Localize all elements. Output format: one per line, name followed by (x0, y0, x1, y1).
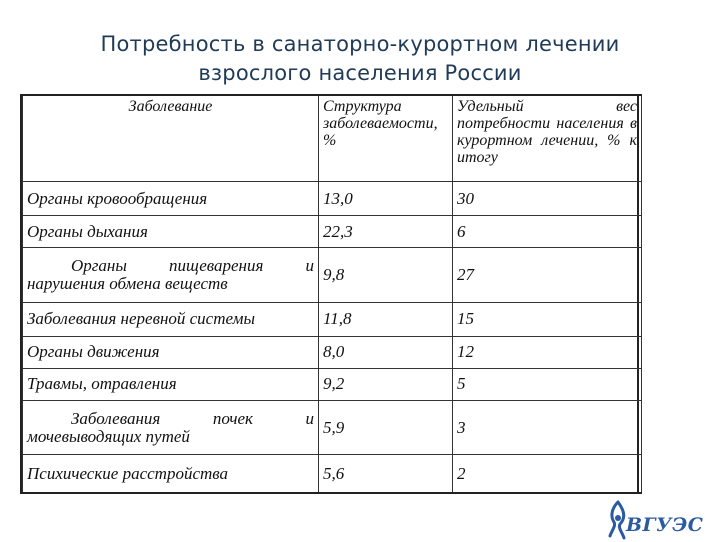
table-row (23, 216, 642, 248)
row-share: 2 (453, 455, 642, 493)
row-disease: Травмы, отравления (23, 368, 319, 400)
sanatorium-needs-table (20, 94, 639, 494)
title-line-2: взрослого населения России (198, 61, 522, 85)
row-share: 6 (453, 216, 642, 248)
data-table (22, 94, 642, 494)
row-structure: 11,8 (319, 302, 453, 336)
table-row (23, 455, 642, 493)
row-disease: Психические расстройства (23, 455, 319, 493)
row-structure: 5,6 (319, 455, 453, 493)
row-structure: 13,0 (319, 181, 453, 215)
row-disease: Органы дыхания (23, 216, 319, 248)
row-share: 27 (453, 248, 642, 302)
row-structure: 9,8 (319, 248, 453, 302)
table-row (23, 181, 642, 215)
row-structure: 22,3 (319, 216, 453, 248)
logo-text: ВГУЭС (626, 514, 704, 536)
header-share: Удельный вес потребности населения в курортном лечении, % к итогу (453, 95, 642, 181)
university-logo (604, 498, 704, 542)
table-header-row (23, 95, 642, 181)
row-disease: Органы движения (23, 336, 319, 368)
row-structure: 5,9 (319, 400, 453, 454)
table-row (23, 248, 642, 302)
row-structure: 8,0 (319, 336, 453, 368)
table-row (23, 368, 642, 400)
row-share: 12 (453, 336, 642, 368)
row-share: 15 (453, 302, 642, 336)
row-share: 30 (453, 181, 642, 215)
row-disease: Органы кровообращения (23, 181, 319, 215)
table-row (23, 336, 642, 368)
header-structure: Структура заболеваемости, % (319, 95, 453, 181)
table-row (23, 400, 642, 454)
row-disease: Заболевания почек и мочевыводящих путей (23, 400, 319, 454)
row-structure: 9,2 (319, 368, 453, 400)
table-row (23, 302, 642, 336)
row-disease: Органы пищеварения и нарушения обмена веществ (23, 248, 319, 302)
header-disease: Заболевание (23, 95, 319, 181)
page-title (0, 30, 720, 88)
row-disease: Заболевания нерeвной системы (23, 302, 319, 336)
row-share: 3 (453, 400, 642, 454)
row-share: 5 (453, 368, 642, 400)
title-line-1: Потребность в санаторно-курортном лечении (100, 32, 620, 56)
